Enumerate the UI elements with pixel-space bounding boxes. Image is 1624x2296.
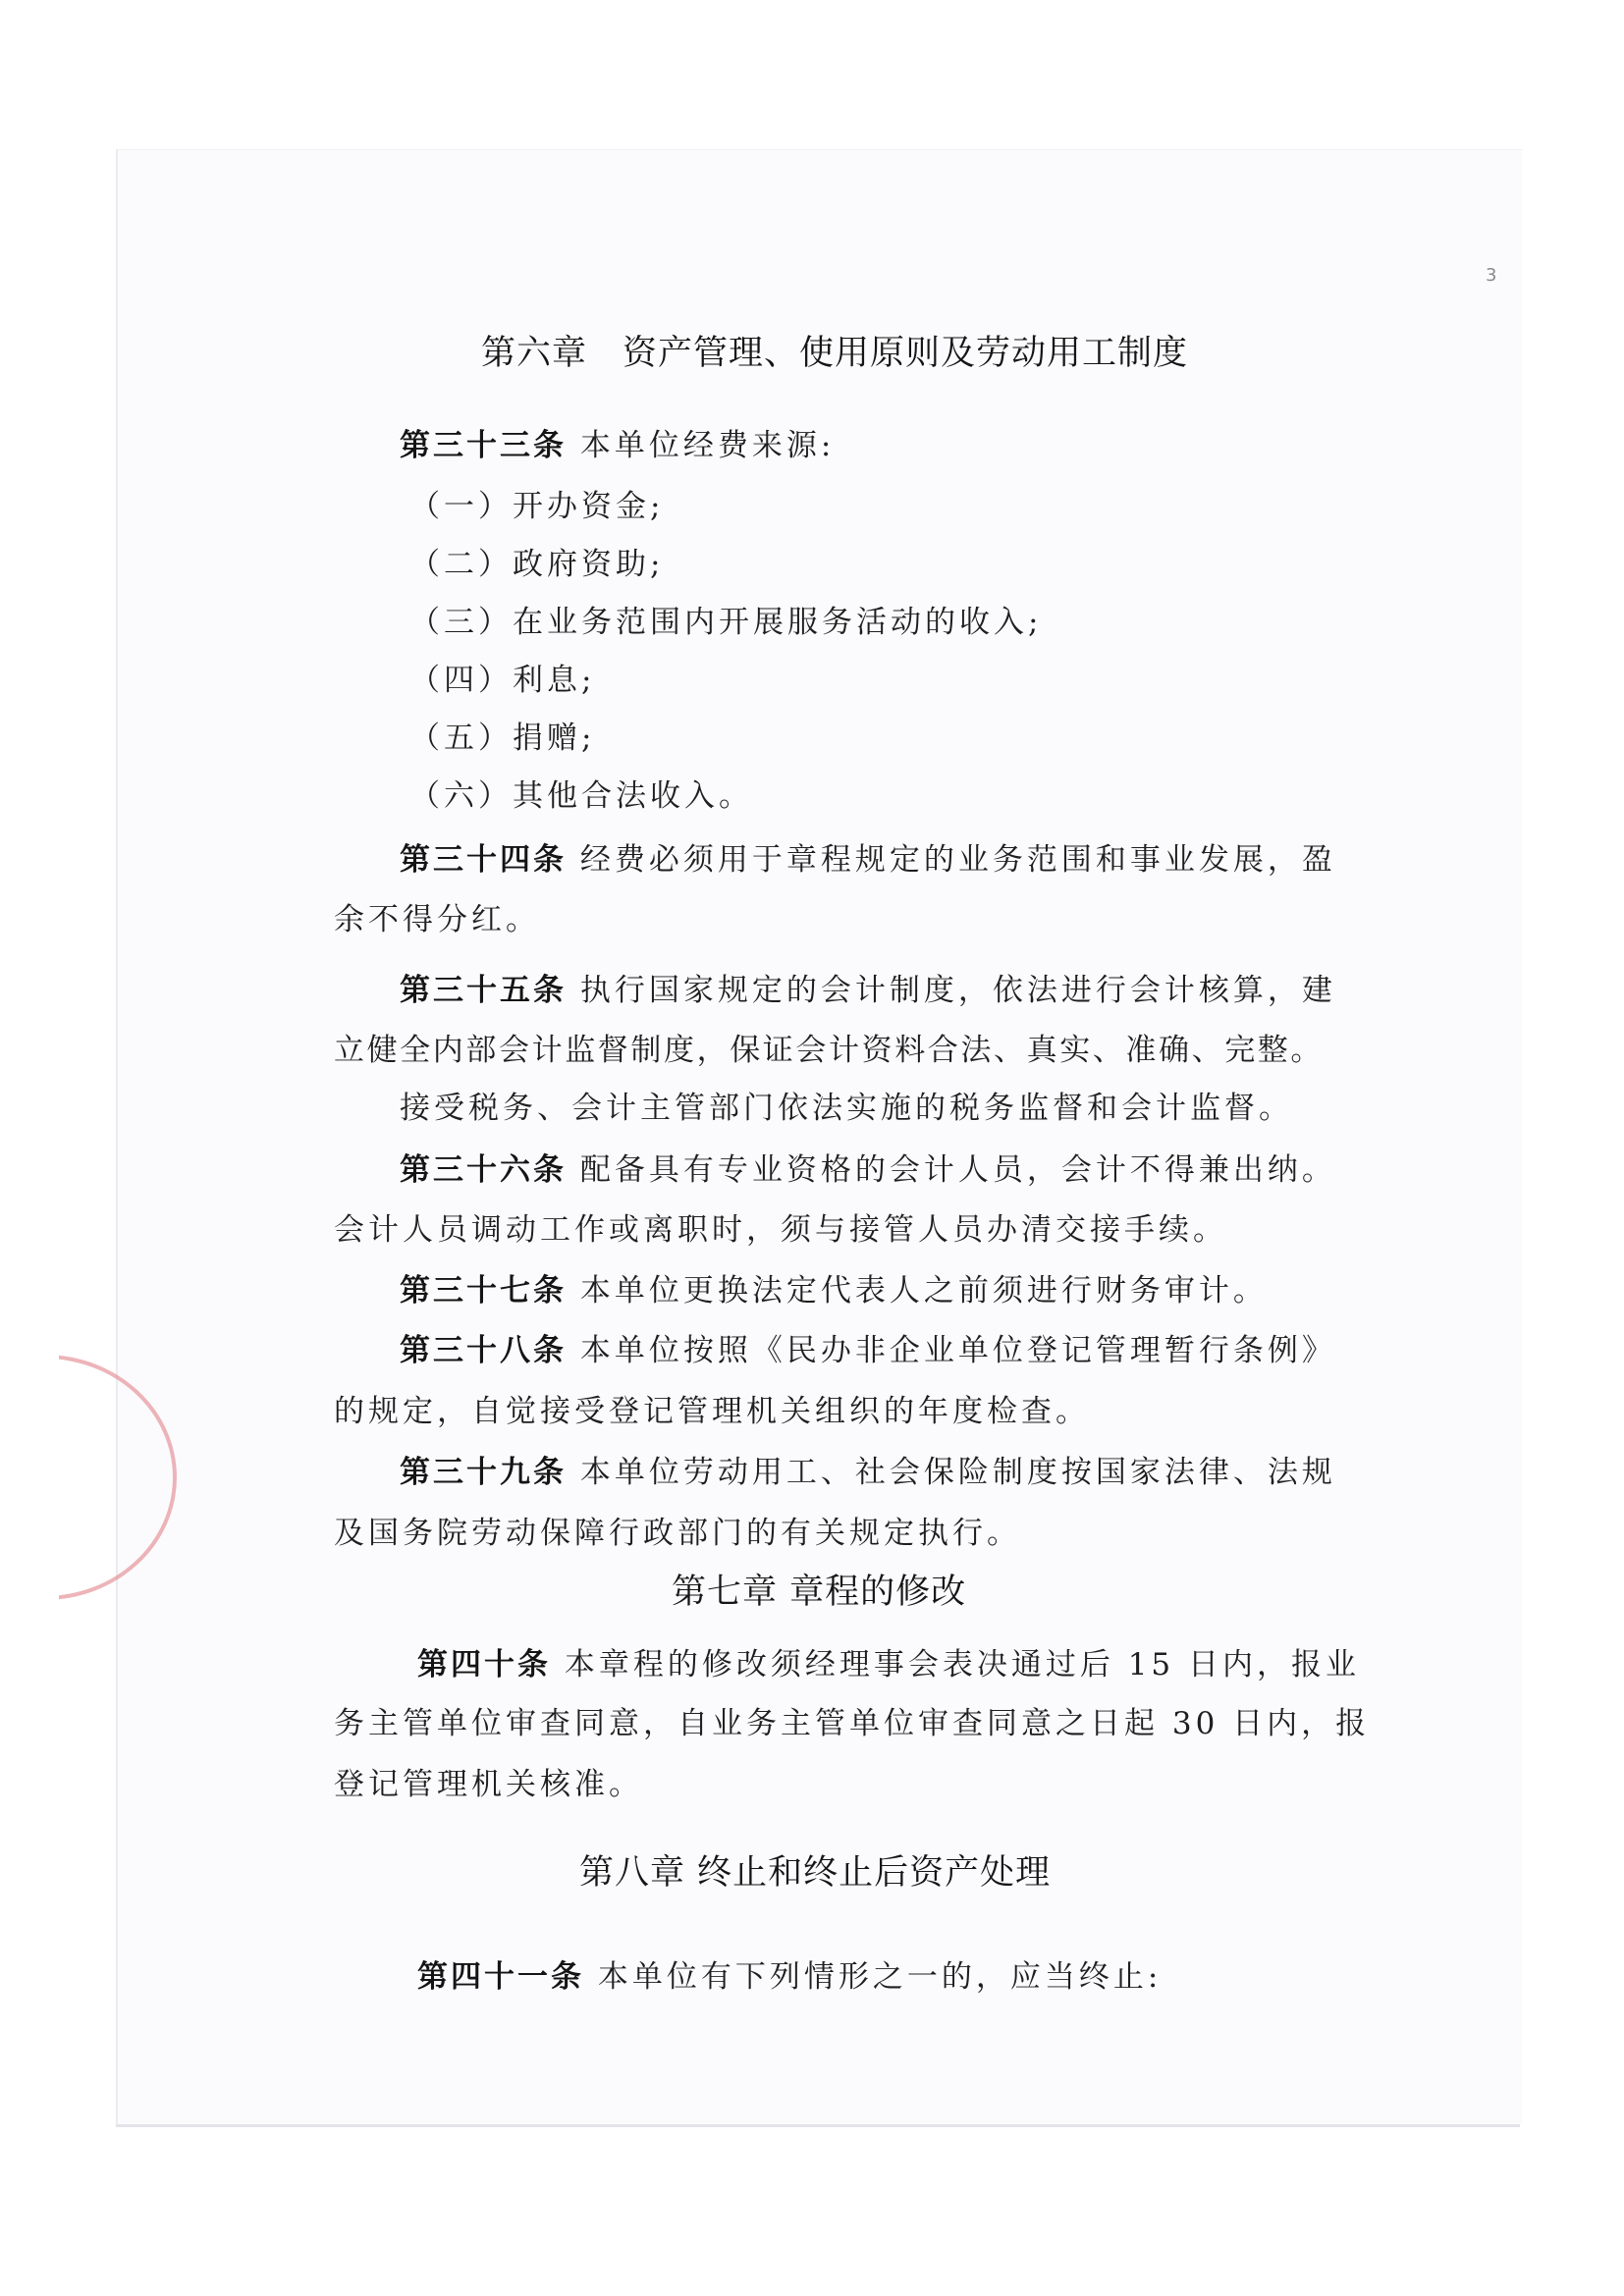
red-seal-stamp xyxy=(59,1355,206,1600)
funding-item-3: （三）在业务范围内开展服务活动的收入; xyxy=(409,605,1043,640)
article-41-label: 第四十一条 xyxy=(417,1959,584,1995)
article-38-line-2: 的规定，自觉接受登记管理机关组织的年度检查。 xyxy=(334,1394,1090,1429)
article-34-label: 第三十四条 xyxy=(400,842,567,878)
article-35-line-2: 立健全内部会计监督制度，保证会计资料合法、真实、准确、完整。 xyxy=(334,1033,1324,1068)
article-36-label: 第三十六条 xyxy=(400,1152,567,1188)
article-36-line-1 xyxy=(400,1145,1336,1189)
article-35-text: 执行国家规定的会计制度，依法进行会计核算，建 xyxy=(579,973,1336,1008)
article-39-text: 本单位劳动用工、社会保险制度按国家法律、法规 xyxy=(579,1455,1336,1490)
article-40-line-2: 务主管单位审查同意，自业务主管单位审查同意之日起 30 日内，报 xyxy=(334,1706,1371,1741)
page-edge xyxy=(116,2124,1520,2127)
article-37-line-1 xyxy=(400,1265,1268,1309)
article-39-line-1 xyxy=(400,1447,1336,1491)
article-33-label: 第三十三条 xyxy=(400,428,567,463)
article-35-line-1 xyxy=(400,965,1336,1009)
funding-item-2: （二）政府资助; xyxy=(409,547,665,582)
article-41-text: 本单位有下列情形之一的，应当终止: xyxy=(597,1959,1163,1995)
article-36-line-2: 会计人员调动工作或离职时，须与接管人员办清交接手续。 xyxy=(334,1212,1227,1248)
article-34-text: 经费必须用于章程规定的业务范围和事业发展，盈 xyxy=(579,842,1336,878)
article-41-line-1 xyxy=(417,1951,1162,1996)
funding-item-6: （六）其他合法收入。 xyxy=(409,778,753,814)
article-38-text: 本单位按照《民办非企业单位登记管理暂行条例》 xyxy=(579,1333,1336,1368)
chapter-8-title: 第八章 终止和终止后资产处理 xyxy=(579,1853,1052,1893)
chapter-7-title: 第七章 章程的修改 xyxy=(672,1573,967,1612)
article-33-text: 本单位经费来源: xyxy=(579,428,836,463)
article-40-line-1 xyxy=(417,1639,1360,1683)
article-40-text: 本章程的修改须经理事会表决通过后 15 日内，报业 xyxy=(564,1647,1361,1682)
funding-item-4: （四）利息; xyxy=(409,663,596,698)
funding-item-1: （一）开办资金; xyxy=(409,489,665,524)
article-38-line-1 xyxy=(400,1325,1336,1369)
article-39-line-2: 及国务院劳动保障行政部门的有关规定执行。 xyxy=(334,1516,1021,1551)
article-35-label: 第三十五条 xyxy=(400,973,567,1008)
article-40-label: 第四十条 xyxy=(417,1647,551,1682)
page-corner-mark: 3 xyxy=(1486,265,1497,286)
chapter-6-title: 第六章 资产管理、使用原则及劳动用工制度 xyxy=(481,334,1189,373)
article-39-label: 第三十九条 xyxy=(400,1455,567,1490)
article-37-label: 第三十七条 xyxy=(400,1273,567,1308)
article-37-text: 本单位更换法定代表人之前须进行财务审计。 xyxy=(579,1273,1268,1308)
article-38-label: 第三十八条 xyxy=(400,1333,567,1368)
article-36-text: 配备具有专业资格的会计人员，会计不得兼出纳。 xyxy=(579,1152,1336,1188)
seal-ring xyxy=(59,1355,177,1600)
funding-item-5: （五）捐赠; xyxy=(409,721,596,756)
article-35-line-3: 接受税务、会计主管部门依法实施的税务监督和会计监督。 xyxy=(400,1091,1293,1126)
article-34-line-1 xyxy=(400,834,1336,879)
article-40-line-3: 登记管理机关核准。 xyxy=(334,1767,643,1802)
article-33-line-1 xyxy=(400,420,835,464)
article-34-line-2: 余不得分红。 xyxy=(334,902,540,937)
